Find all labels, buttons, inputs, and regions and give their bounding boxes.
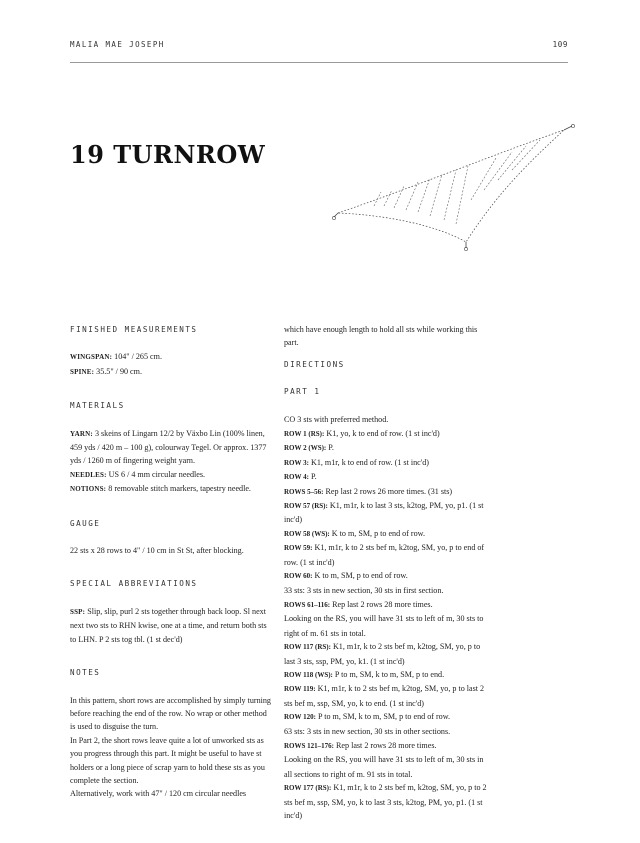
direction-line xyxy=(284,584,489,598)
material-notions: NOTIONS: 8 removable stitch markers, tapestry needle. xyxy=(70,484,251,494)
material-needles: NEEDLES: US 6 / 4 mm circular needles. xyxy=(70,469,206,479)
row-instruction: K to m, SM, p to end of row. xyxy=(329,528,426,538)
direction-line xyxy=(284,441,489,455)
row-label: ROW 3: xyxy=(284,458,309,467)
row-label: ROWS 61–116: xyxy=(284,600,331,609)
notes-continued: which have enough length to hold all sts while working this part. xyxy=(284,325,478,348)
heading-special-abbreviations: SPECIAL ABBREVIATIONS xyxy=(70,579,198,589)
direction-line xyxy=(284,598,489,612)
heading-gauge: GAUGE xyxy=(70,518,101,528)
row-instruction: Rep last 2 rows 28 more times. xyxy=(333,740,437,750)
running-header-author: MALIA MAE JOSEPH xyxy=(70,40,165,49)
row-instruction: P to m, SM, k to m, SM, p to end of row. xyxy=(315,712,451,722)
left-column xyxy=(70,323,271,801)
right-column xyxy=(284,323,489,822)
row-instruction: Looking on the RS, you will have 31 sts to left of m, 30 sts to right of m. 61 sts in total. xyxy=(284,614,484,638)
row-instruction: K1, m1r, k to 2 sts bef m, k2tog, SM, yo, p to last 3 sts, ssp, PM, yo, k1. (1 st inc'd) xyxy=(284,642,481,666)
row-label: ROW 1 (RS): xyxy=(284,430,325,439)
row-label: ROW 59: xyxy=(284,544,313,553)
row-label: ROW 58 (WS): xyxy=(284,529,330,538)
direction-line xyxy=(284,640,489,668)
direction-line xyxy=(284,710,489,724)
direction-line xyxy=(284,668,489,682)
notes-paragraph: In Part 2, the short rows leave quite a lot of unworked sts as you progress through this part. It might be useful to have st holders or a long piece of scrap yarn to hold these sts as you complete the section. xyxy=(70,735,265,785)
direction-line xyxy=(284,527,489,541)
row-instruction: P. xyxy=(308,472,317,482)
row-label: ROWS 5–56: xyxy=(284,487,324,496)
row-label: ROW 60: xyxy=(284,572,313,581)
row-instruction: K1, yo, k to end of row. (1 st inc'd) xyxy=(324,429,440,439)
row-label: ROW 2 (WS): xyxy=(284,444,327,453)
pattern-title: 19 TURNROW xyxy=(70,140,266,169)
row-instruction: CO 3 sts with preferred method. xyxy=(284,414,389,424)
direction-line xyxy=(284,456,489,470)
row-label: ROW 117 (RS): xyxy=(284,643,331,652)
direction-line xyxy=(284,470,489,484)
direction-line xyxy=(284,485,489,499)
row-instruction: P. xyxy=(326,443,334,453)
direction-line xyxy=(284,541,489,569)
row-label: ROW 118 (WS): xyxy=(284,670,333,679)
heading-materials: MATERIALS xyxy=(70,401,125,411)
row-label: ROW 57 (RS): xyxy=(284,502,328,511)
direction-line xyxy=(284,725,489,739)
direction-line xyxy=(284,569,489,583)
row-label: ROW 119: xyxy=(284,685,316,694)
direction-line xyxy=(284,427,489,441)
heading-notes: NOTES xyxy=(70,668,101,678)
heading-directions: DIRECTIONS xyxy=(284,359,345,369)
notes-paragraph: Alternatively, work with 47" / 120 cm circular needles xyxy=(70,789,247,799)
direction-line xyxy=(284,753,489,781)
row-instruction: K1, m1r, k to 2 sts bef m, k2tog, SM, yo, p to end of row. (1 st inc'd) xyxy=(284,543,485,567)
row-label: ROW 177 (RS): xyxy=(284,784,332,793)
row-instruction: 33 sts: 3 sts in new section, 30 sts in first section. xyxy=(284,585,444,595)
notes-paragraph: In this pattern, short rows are accomplished by simply turning before reaching the end of the row. No wrap or other method is used to disguise the turn. xyxy=(70,695,271,732)
direction-line xyxy=(284,739,489,753)
row-label: ROW 4: xyxy=(284,473,309,482)
shawl-illustration xyxy=(326,120,576,255)
page-number: 109 xyxy=(552,40,568,49)
row-instruction: K to m, SM, p to end of row. xyxy=(312,571,408,581)
row-instruction: P to m, SM, k to m, SM, p to end. xyxy=(332,669,445,679)
abbreviation-ssp: SSP: Slip, slip, purl 2 sts together through back loop. Sl next next two sts to RHN kwise, one at a time, and return both sts to LHN. P 2 sts tog tbl. (1 st dec'd) xyxy=(70,606,267,644)
row-instruction: Looking on the RS, you will have 31 sts to left of m, 30 sts in all sections to right of m. 91 sts in total. xyxy=(284,755,484,779)
direction-line xyxy=(284,682,489,710)
material-yarn: YARN: 3 skeins of Lingarn 12/2 by Växbo Lin (100% linen, 459 yds / 420 m – 100 g), colourway Tegel. Or approx. 1377 yds / 1260 m of fingering weight yarn. xyxy=(70,428,267,466)
direction-line xyxy=(284,413,489,427)
direction-line xyxy=(284,499,489,527)
row-label: ROW 120: xyxy=(284,713,316,722)
row-instruction: Rep last 2 rows 28 more times. xyxy=(330,599,433,609)
direction-line xyxy=(284,781,489,822)
row-instruction: K1, m1r, k to 2 sts bef m, k2tog, SM, yo, p to last 2 sts bef m, ssp, SM, yo, k to end. (1 st inc'd) xyxy=(284,684,485,708)
row-label: ROWS 121–176: xyxy=(284,741,334,750)
measurement-spine: SPINE: 35.5" / 90 cm. xyxy=(70,366,142,376)
row-instruction: Rep last 2 rows 26 more times. (31 sts) xyxy=(323,486,453,496)
direction-line xyxy=(284,612,489,640)
row-instruction: K1, m1r, k to 2 sts bef m, k2tog, SM, yo, p to 2 sts bef m, ssp, SM, yo, k to last 3 sts, k2tog, PM, yo, p1. (1 st inc'd) xyxy=(284,783,487,820)
directions-list xyxy=(284,413,489,823)
row-instruction: K1, m1r, k to end of row. (1 st inc'd) xyxy=(308,457,429,467)
row-instruction: K1, m1r, k to last 3 sts, k2tog, PM, yo, p1. (1 st inc'd) xyxy=(284,501,484,525)
header-rule xyxy=(70,62,568,63)
gauge-text: 22 sts x 28 rows to 4" / 10 cm in St St, after blocking. xyxy=(70,546,244,556)
heading-part-1: PART 1 xyxy=(284,387,321,397)
heading-finished-measurements: FINISHED MEASUREMENTS xyxy=(70,325,198,334)
measurement-wingspan: WINGSPAN: 104" / 265 cm. xyxy=(70,352,162,362)
row-instruction: 63 sts: 3 sts in new section, 30 sts in other sections. xyxy=(284,726,451,736)
